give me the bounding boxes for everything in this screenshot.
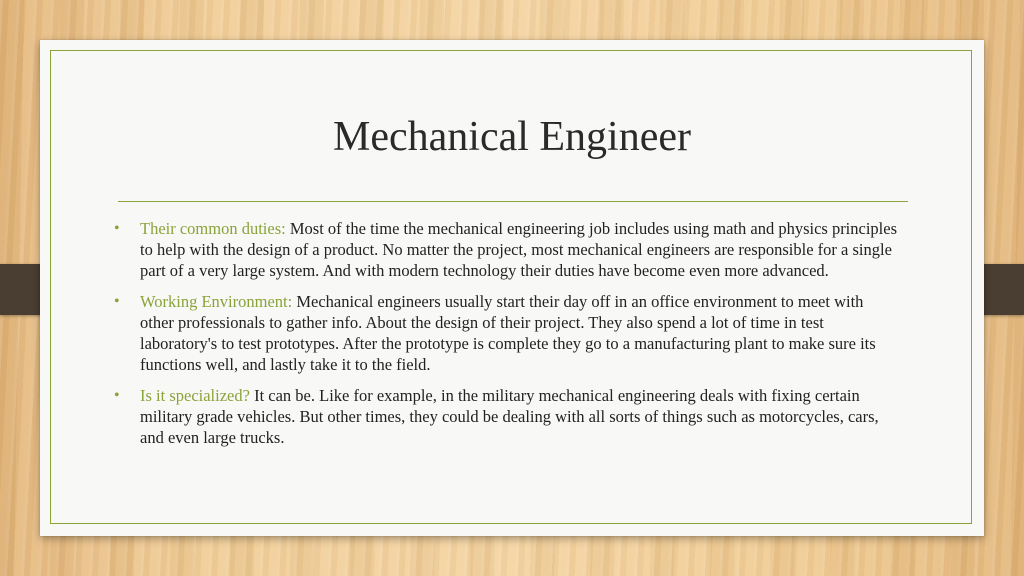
bullet-specialized xyxy=(114,385,900,448)
bullet-lead: Their common duties: xyxy=(140,219,286,238)
slide-title: Mechanical Engineer xyxy=(333,114,691,160)
bullet-text: Mechanical engineers usually start their day off in an office environment to meet with other professionals to gather info. About the design of their project. They also spend a lot of time in test laboratory's to test prototypes. After the prototype is complete they go to a manufacturing plant to make sure its functions well, and lastly take it to the field. xyxy=(140,292,876,374)
bullet-dot-icon: • xyxy=(114,293,120,310)
bullet-text: Most of the time the mechanical engineering job includes using math and physics principles to help with the design of a product. No matter the project, most mechanical engineers are responsible for a single part of a very large system. And with modern technology their duties have become even more advanced. xyxy=(140,219,898,280)
bullet-lead: Is it specialized? xyxy=(140,386,250,405)
bullet-list xyxy=(114,218,900,458)
bullet-dot-icon: • xyxy=(114,387,120,404)
bullet-text: It can be. Like for example, in the military mechanical engineering deals with fixing certain military grade vehicles. But other times, they could be dealing with all sorts of things such as motorcycles, cars, and even large trucks. xyxy=(140,386,879,447)
bullet-lead: Working Environment: xyxy=(140,292,293,311)
bullet-working-environment xyxy=(114,291,900,375)
bullet-common-duties xyxy=(114,218,900,281)
title-divider xyxy=(118,201,908,202)
bullet-dot-icon: • xyxy=(114,220,120,237)
slide-card xyxy=(40,40,984,536)
